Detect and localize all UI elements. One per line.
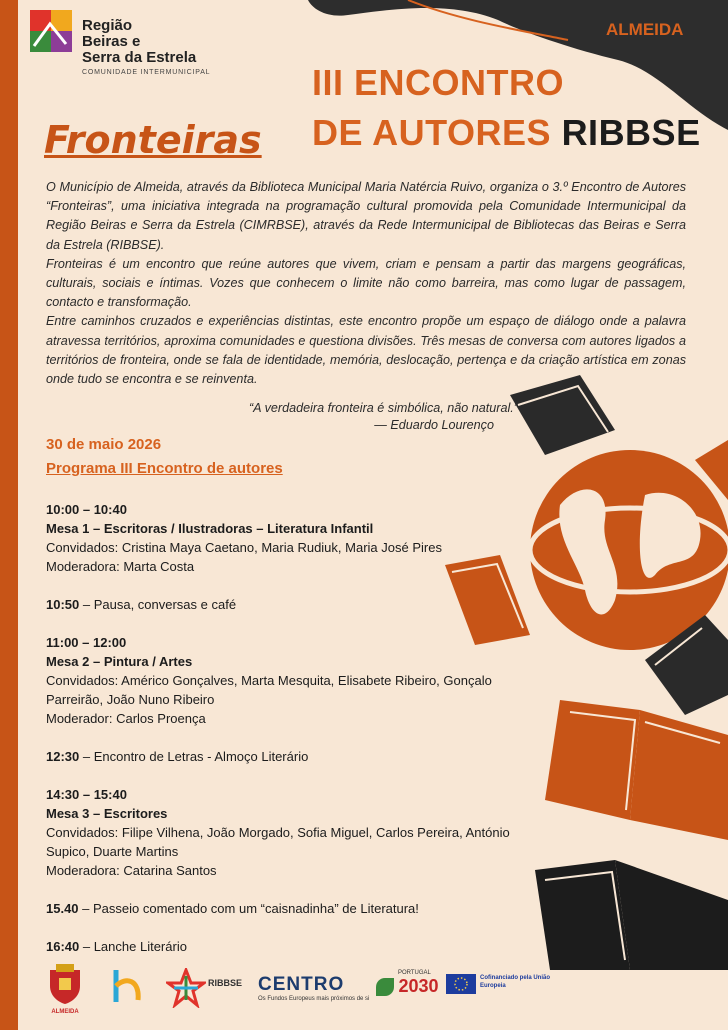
session-mesa-1: 10:00 – 10:40 Mesa 1 – Escritoras / Ilustradoras – Literatura Infantil Convidados: Cristina Maya Caetano, Maria Rudiuk, Maria José Pires Moderadora: Marta Costa	[46, 502, 442, 574]
event-date: 30 de maio 2026	[46, 436, 162, 453]
location-label: ALMEIDA	[606, 20, 684, 39]
event-title-line2: DE AUTORES RIBBSE	[312, 112, 701, 153]
library-icon	[108, 966, 148, 1006]
session-mesa-2: 11:00 – 12:00 Mesa 2 – Pintura / Artes Convidados: Américo Gonçalves, Marta Mesquita, Elisabete Ribeiro, Gonçalo Parreirão, João Nuno Ribeiro Moderador: Carlos Proença	[46, 635, 492, 726]
logo-subtitle: COMUNIDADE INTERMUNICIPAL	[82, 69, 211, 76]
left-accent-bar	[0, 0, 18, 1030]
library-logo	[108, 966, 148, 1011]
regiao-logo-icon	[30, 10, 72, 52]
book-icon	[510, 375, 615, 455]
portugal-2030-logo: PORTUGAL 2030	[376, 970, 439, 997]
eu-logo: Cofinanciado pela União Europeia	[446, 974, 476, 999]
intro-paragraph: Entre caminhos cruzados e experiências distintas, este encontro propõe um espaço de diálogo onde a palavra atravessa territórios, aproxima comunidades e questiona divisões. Três mesas de conversa com autores ligados a territórios de fronteira, onde se fala de identidade, memória, deslocação, pertença e da criação artística em zonas onde tudo se encontra e se reinventa.	[46, 314, 686, 387]
event-title-line1: III ENCONTRO	[312, 62, 565, 103]
books-globe-illustration	[440, 370, 728, 1030]
ribbse-logo: RIBBSE	[166, 968, 206, 1013]
crest-icon	[46, 962, 84, 1004]
session-lunch: 12:30 – Encontro de Letras - Almoço Literário	[46, 749, 309, 764]
intro-text	[46, 178, 686, 389]
centro-logo: CENTRO Os Fundos Europeus mais próximos de si	[258, 974, 370, 1002]
session-pause: 10:50 – Pausa, conversas e café	[46, 597, 237, 612]
open-book-icon	[545, 700, 728, 840]
globe-icon	[530, 450, 728, 650]
almeida-crest: ALMEIDA	[40, 962, 90, 1015]
star-icon	[166, 968, 206, 1008]
quote-author: — Eduardo Lourenço	[374, 418, 494, 432]
intro-paragraph: O Município de Almeida, através da Biblioteca Municipal Maria Natércia Ruivo, organiza o 3.º Encontro de Autores “Fronteiras”, uma iniciativa integrada na programação cultural promovida pela Comunidade Intermunicipal da Região Beiras e Serra da Estrela (CIMRBSE), através da Rede Intermunicipal de Bibliotecas das Beiras e Serra da Estrela (RIBBSE).	[46, 180, 686, 252]
open-book-icon	[445, 555, 530, 645]
program-heading: Programa III Encontro de autores	[46, 460, 283, 477]
logo-name: Região Beiras e Serra da Estrela	[82, 17, 197, 66]
session-walk: 15.40 – Passeio comentado com um “caisnadinha” de Literatura!	[46, 901, 419, 916]
intro-paragraph: Fronteiras é um encontro que reúne autores que vivem, criam e pensam a partir das margens geográficas, culturais, sociais e íntimas. Vozes que conhecem o limite não como barreira, mas como lugar de passagem, contacto e transformação.	[46, 256, 686, 310]
theme-title: Fronteiras	[44, 118, 262, 162]
eu-flag-icon	[446, 974, 476, 994]
sponsor-footer	[30, 960, 710, 1020]
session-snack: 16:40 – Lanche Literário	[46, 939, 187, 954]
session-mesa-3: 14:30 – 15:40 Mesa 3 – Escritores Convidados: Filipe Vilhena, João Morgado, Sofia Miguel, Carlos Pereira, António Supico, Duarte Martins Moderadora: Catarina Santos	[46, 787, 510, 878]
open-book-icon	[535, 860, 728, 970]
quote: “A verdadeira fronteira é simbólica, não natural.” — Eduardo Lourenço	[232, 400, 518, 434]
portugal-icon	[376, 978, 394, 996]
